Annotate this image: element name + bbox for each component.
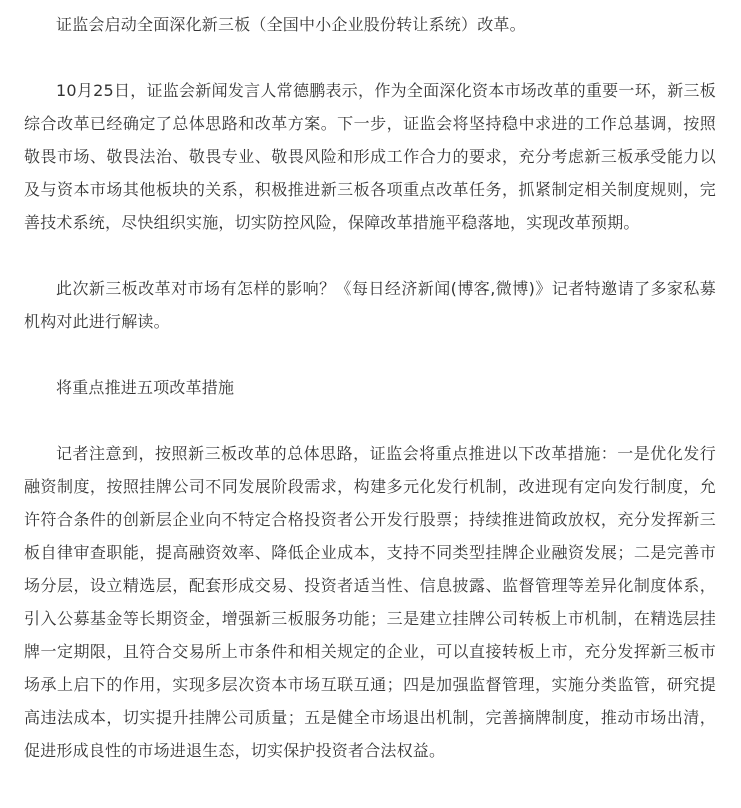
article-body xyxy=(24,8,716,767)
paragraph-measures: 记者注意到，按照新三板改革的总体思路，证监会将重点推进以下改革措施：一是优化发行融资制度，按照挂牌公司不同发展阶段需求，构建多元化发行机制，改进现有定向发行制度，允许符合条件的创新层企业向不特定合格投资者公开发行股票；持续推进简政放权，充分发挥新三板自律审查职能，提高融资效率、降低企业成本，支持不同类型挂牌企业融资发展；二是完善市场分层，设立精选层，配套形成交易、投资者适当性、信息披露、监督管理等差异化制度体系，引入公募基金等长期资金，增强新三板服务功能；三是建立挂牌公司转板上市机制，在精选层挂牌一定期限，且符合交易所上市条件和相关规定的企业，可以直接转板上市，充分发挥新三板市场承上启下的作用，实现多层次资本市场互联互通；四是加强监督管理，实施分类监管，研究提高违法成本，切实提升挂牌公司质量；五是健全市场退出机制，完善摘牌制度，推动市场出清，促进形成良性的市场进退生态，切实保护投资者合法权益。 xyxy=(24,444,716,760)
paragraph-intro: 证监会启动全面深化新三板（全国中小企业股份转让系统）改革。 xyxy=(56,15,526,34)
paragraph-spacer xyxy=(24,404,716,437)
paragraph-spacer xyxy=(24,239,716,272)
section-heading: 将重点推进五项改革措施 xyxy=(56,378,235,397)
paragraph-spacer xyxy=(24,41,716,74)
paragraph-question: 此次新三板改革对市场有怎样的影响？《每日经济新闻(博客,微博)》记者特邀请了多家私募机构对此进行解读。 xyxy=(24,279,716,331)
paragraph-announcement: 10月25日，证监会新闻发言人常德鹏表示，作为全面深化资本市场改革的重要一环，新三板综合改革已经确定了总体思路和改革方案。下一步，证监会将坚持稳中求进的工作总基调，按照敬畏市场、敬畏法治、敬畏专业、敬畏风险和形成工作合力的要求，充分考虑新三板承受能力以及与资本市场其他板块的关系，积极推进新三板各项重点改革任务，抓紧制定相关制度规则，完善技术系统，尽快组织实施，切实防控风险，保障改革措施平稳落地，实现改革预期。 xyxy=(24,81,716,232)
paragraph-spacer xyxy=(24,338,716,371)
